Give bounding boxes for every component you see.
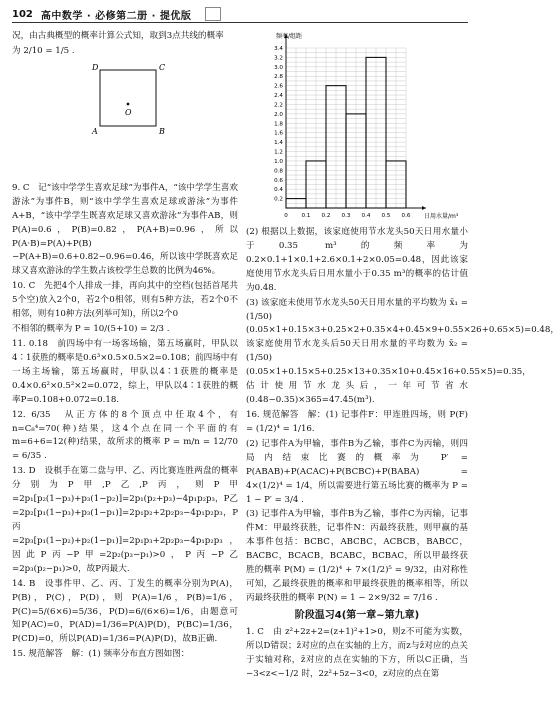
square-diagram — [12, 60, 238, 182]
y-tick-label: 2.4 — [274, 93, 283, 100]
y-tick-label: 1.6 — [274, 130, 283, 137]
x-axis-arrow — [422, 206, 426, 210]
y-tick-label: 2.0 — [274, 111, 283, 118]
x-tick-label: 0.1 — [301, 213, 311, 219]
y-axis-label: 频率/组距 — [276, 33, 303, 40]
y-tick-label: 1.4 — [274, 140, 283, 147]
label-C: C — [159, 62, 166, 72]
x-tick-label: 0.6 — [401, 213, 411, 219]
y-tick-label: 2.6 — [274, 83, 283, 90]
x-axis-label: 日用水量/m³ — [424, 213, 459, 220]
y-tick-label: 0.4 — [274, 187, 283, 194]
y-tick-label: 0.2 — [274, 196, 283, 203]
answer-10: 10. C 先把4个人排成一排，再向其中的空档(包括首尾共5个空)放入2个0，若2个0相邻，则有5种方法，若2个0不相邻，则有10种方法(列举可知)，所以2个0 — [12, 281, 238, 320]
answer-11: 11. 0.18 前四场中有一场客场输，第五场赢时，甲队以4∶1获胜的概率是0.6³×0.5×0.5×2=0.108；前四场中有一场主场输，第五场赢时，甲队以4∶1获胜的概率是0.4×0.6²×0.5²×2=0.072，综上，甲队以4∶1获胜的概率P=0.108+0.072=0.18. — [12, 338, 238, 405]
answer-15-part3: (3) 该家庭未使用节水龙头50天日用水量的平均数为 x̄₁ = (1/50)(0.05×1+0.15×3+0.25×2+0.35×4+0.45×9+0.55×26+0.65×5)=0.48，该家庭使用节水龙头后50天日用水量的平均数为 x̄₂ = (1/50)(0.05×1+0.15×5+0.25×13+0.35×10+0.45×16+0.55×5)=0.35，估计使用节水龙头后，一年可节省水(0.48−0.35)×365=47.45(m³). — [246, 297, 559, 406]
y-tick-label: 1.0 — [274, 158, 283, 165]
square-figure — [12, 60, 238, 182]
x-tick-label: 0.5 — [381, 213, 391, 219]
x-tick-label: 0 — [284, 213, 288, 219]
page-header — [12, 6, 468, 23]
y-tick-label: 3.0 — [274, 64, 283, 71]
histogram-figure — [246, 30, 468, 226]
left-column — [12, 30, 238, 663]
label-A: A — [92, 126, 98, 136]
x-tick-label: 0.4 — [361, 213, 371, 219]
page-number: 102 — [12, 8, 33, 20]
label-O: O — [125, 107, 132, 117]
answer-16-part3: (3) 记事件A为甲输，事件B为乙输，事件C为丙输，记事件M：甲最终获胜，记事件N：丙最终获胜，则甲赢的基本事件包括：BCBC，ABCBC，ACBCB，BABCC，BACBC，BCACB，BCABC，BCBAC，所以甲最终获胜的概率 P(M) = (1/2)⁴ + 7×(1/2)⁵ = 9/32，由对称性可知，乙最终获胜的概率和甲最终获胜的概率相等，所以丙最终获胜的概率 P(N) = 1 − 2×9/32 = 7/16 . — [246, 509, 468, 603]
book-title: 高中数学 · 必修第二册 · 提优版 — [40, 10, 192, 22]
y-tick-label: 1.2 — [274, 149, 283, 156]
answer-13: 13. D 设棋手在第二盘与甲、乙、丙比赛连胜两盘的概率分别为P甲,P乙,P丙，则P甲=2p₁[p₂(1−p₃)+p₃(1−p₂)]=2p₁(p₂+p₃)−4p₁p₂p₃，P乙=2p₂[p₁(1−p₃)+p₃(1−p₁)]=2p₁p₂+2p₂p₃−4p₁p₂p₃，P丙=2p₃[p₁(1−p₂)+p₂(1−p₁)]=2p₁p₃+2p₂p₃−4p₁p₂p₃，因此P丙−P甲=2p₂(p₃−p₁)>0，P丙−P乙=2p₃(p₂−p₁)>0，故P丙最大. — [12, 466, 238, 574]
center-point — [127, 102, 130, 105]
right-column — [246, 30, 559, 683]
y-tick-label: 3.4 — [274, 46, 283, 52]
section-title: 阶段温习4(第一章~第九章) — [294, 609, 420, 621]
intro-result: 为 2/10 = 1/5 . — [12, 45, 75, 56]
intro-line: 况，由古典概型的概率计算公式知，取到3点共线的概率 — [12, 31, 224, 41]
y-tick-label: 1.8 — [274, 121, 283, 128]
label-B: B — [159, 126, 165, 136]
answer-12: 12. 6/35 从正方体的8个顶点中任取4个，有n=C₈⁴=70(种)结果，这4个点在同一个平面的有m=6+6=12(种)结果，故所求的概率 P = m/n = 12/70 = 6/35 . — [12, 409, 238, 462]
y-tick-label: 2.8 — [274, 74, 283, 81]
label-D: D — [92, 62, 99, 72]
review-answer-1: 1. C 由 z²+2z+2=(z+1)²+1>0，则z不可能为实数，所以D错误；z̄对应的点在实轴的上方，而z与z̄对应的点关于实轴对称，z̄对应的点在实轴的下方，所以C正确，当 −3<z<−1/2 时，2z²+5z−3<0，z对应的点在第 — [246, 627, 468, 679]
answer-10-end: 不相邻的概率为 P = 10/(5+10) = 2/3 . — [12, 324, 170, 335]
answer-16-part1: 16. 规范解答 解：(1) 记事件F：甲连胜四场，则 P(F) = (1/2)⁴ = 1/16. — [246, 409, 468, 434]
y-tick-label: 0.8 — [274, 168, 283, 175]
answer-15-intro: 15. 规范解答 解：(1) 频率分布直方图如图： — [12, 649, 190, 660]
publisher-logo — [205, 7, 221, 21]
answer-15-part2: (2) 根据以上数据，该家庭使用节水龙头50天日用水量小于0.35 m³的频率为0.2×0.1+1×0.1+2.6×0.1+2×0.05=0.48，因此该家庭使用节水龙头后日用水量小于0.35 m³的概率的估计值为0.48. — [246, 227, 468, 293]
answer-16-part2: (2) 记事件A为甲输，事件B为乙输，事件C为丙输，则四局内结束比赛的概率为 P′ = P(ABAB)+P(ACAC)+P(BCBC)+P(BABA) = 4×(1/2)⁴ = 1/4，所以需要进行第五场比赛的概率为 P = 1 − P′ = 3/4 . — [246, 438, 468, 505]
answer-14: 14. B 设事件甲、乙、丙、丁发生的概率分别为P(A)，P(B)，P(C)，P(D)，则 P(A)=1/6，P(B)=1/6，P(C)=5/(6×6)=5/36，P(D)=6/(6×6)=1/6，由题意可知P(AC)=0，P(AD)=1/36=P(A)P(D)，P(BC)=1/36，P(CD)=0，所以P(AD)=1/36=P(A)P(D)，故B正确. — [12, 578, 238, 645]
y-tick-label: 0.6 — [274, 177, 283, 184]
answer-9: 9. C 记“该中学学生喜欢足球”为事件A，“该中学学生喜欢游泳”为事件B，则“该中学学生喜欢足球或游泳”为事件A+B，“该中学学生既喜欢足球又喜欢游泳”为事件AB，则P(A)=0.6，P(B)=0.82，P(A+B)=0.96，所以P(A·B)=P(A)+P(B)−P(A+B)=0.6+0.82−0.96=0.46，所以该中学既喜欢足球又喜欢游泳的学生数占该校学生总数的比例为46%。 — [12, 182, 238, 277]
histogram-chart — [246, 30, 468, 226]
y-tick-label: 2.2 — [274, 102, 283, 109]
x-tick-label: 0.2 — [321, 213, 331, 219]
y-tick-label: 3.2 — [274, 55, 283, 62]
x-tick-label: 0.3 — [341, 213, 351, 219]
